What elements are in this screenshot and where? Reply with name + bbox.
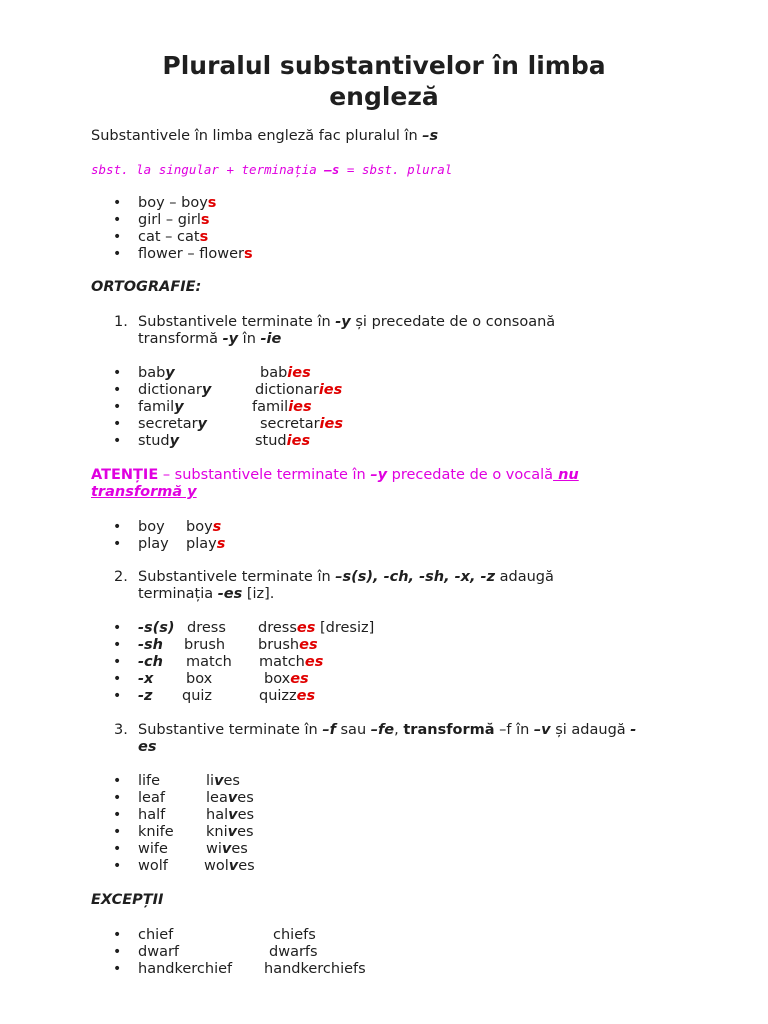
- stem: famil: [252, 399, 289, 415]
- list-item-plural: [255, 382, 342, 399]
- stem: dress: [258, 620, 297, 636]
- list-item-plural: [204, 858, 255, 875]
- list-item-plural: chiefs: [273, 927, 316, 943]
- bullet-icon: •: [113, 637, 122, 653]
- stem: bab: [138, 365, 166, 381]
- stem: dictionar: [255, 382, 319, 398]
- bullet-icon: •: [113, 365, 122, 381]
- list-item-plural: [258, 620, 374, 637]
- rule-2-text-2: terminația -es [iz].: [138, 586, 275, 602]
- list-item: [138, 195, 216, 212]
- exceptii-heading: EXCEPȚII: [91, 892, 164, 908]
- item-ending: s: [207, 195, 217, 211]
- list-item-singular: half: [138, 807, 166, 823]
- item-stem: boy – boy: [138, 195, 208, 211]
- title-line-1: Pluralul substantivelor în limba: [162, 51, 606, 80]
- stem: li: [206, 773, 215, 789]
- list-item-singular: match: [186, 654, 232, 670]
- list-item-singular: dress: [187, 620, 226, 636]
- item-ending: s: [243, 246, 253, 262]
- list-item-singular: chief: [138, 927, 174, 943]
- list-item-plural: [260, 365, 311, 382]
- changed-letter: v: [221, 841, 232, 857]
- ending: es: [223, 773, 240, 789]
- ending-label: -sh: [138, 637, 163, 653]
- ending: es: [290, 671, 309, 687]
- ending: y: [201, 382, 212, 398]
- list-item-plural: [258, 637, 318, 654]
- list-item-singular: [138, 365, 175, 382]
- changed-letter: v: [227, 790, 238, 806]
- bullet-icon: •: [113, 790, 122, 806]
- bullet-icon: •: [113, 620, 122, 636]
- list-item-singular: knife: [138, 824, 174, 840]
- list-item: [138, 212, 210, 229]
- list-item: [138, 246, 253, 263]
- stem: boy: [186, 519, 213, 535]
- list-item-plural: [206, 824, 254, 841]
- stem: bab: [260, 365, 288, 381]
- bullet-icon: •: [113, 399, 122, 415]
- ending-label: -s(s): [138, 620, 175, 636]
- ending: s: [212, 519, 222, 535]
- ending: y: [174, 399, 184, 415]
- item-stem: flower – flower: [138, 246, 244, 262]
- stem: dictionar: [138, 382, 202, 398]
- changed-letter: v: [227, 824, 238, 840]
- ending: es: [296, 620, 316, 636]
- ending-label: -x: [138, 671, 154, 687]
- bullet-icon: •: [113, 688, 122, 704]
- stem: hal: [206, 807, 229, 823]
- ending: y: [165, 365, 175, 381]
- bullet-icon: •: [113, 195, 122, 211]
- rule-2-num: 2.: [114, 569, 128, 585]
- ending: es: [299, 637, 318, 653]
- ending-label: -z: [138, 688, 153, 704]
- stem: brush: [258, 637, 300, 653]
- stem: famil: [138, 399, 175, 415]
- stem: quizz: [259, 688, 297, 704]
- item-stem: cat – cat: [138, 229, 200, 245]
- stem: stud: [138, 433, 170, 449]
- ending: ies: [318, 382, 343, 398]
- pronunciation: [dresiz]: [315, 620, 375, 636]
- list-item-plural: [255, 433, 310, 450]
- list-item-singular: quiz: [182, 688, 213, 704]
- bullet-icon: •: [113, 671, 122, 687]
- list-item-plural: [260, 416, 343, 433]
- ending: ies: [319, 416, 343, 432]
- ending: ies: [286, 433, 311, 449]
- ending: es: [237, 807, 255, 823]
- bullet-icon: •: [113, 824, 122, 840]
- ending: es: [231, 841, 248, 857]
- list-item-singular: [138, 416, 207, 433]
- list-item-plural: [264, 671, 309, 688]
- list-item-plural: [186, 519, 221, 536]
- ending: es: [237, 790, 254, 806]
- bullet-icon: •: [113, 807, 122, 823]
- stem: lea: [206, 790, 228, 806]
- ending: y: [197, 416, 207, 432]
- list-item-plural: [206, 841, 248, 858]
- list-item-plural: [206, 807, 254, 824]
- bullet-icon: •: [113, 229, 122, 245]
- intro-text: Substantivele în limba engleză fac pluralul în –s: [91, 128, 439, 144]
- list-item-singular: wolf: [138, 858, 168, 874]
- changed-letter: v: [228, 858, 239, 874]
- rule-2-text: Substantivele terminate în –s(s), -ch, -sh, -x, -z adaugă: [138, 569, 554, 585]
- bullet-icon: •: [113, 858, 122, 874]
- rule-3-text: Substantive terminate în –f sau –fe, transformă –f în –v și adaugă -: [138, 722, 637, 738]
- list-item-singular: life: [138, 773, 161, 789]
- bullet-icon: •: [113, 212, 122, 228]
- rule-1-line-1: 1.: [114, 314, 128, 330]
- list-item-plural: [259, 688, 315, 705]
- list-item-singular: play: [138, 536, 169, 552]
- title-line-2: engleză: [329, 82, 439, 111]
- list-item: [138, 229, 208, 246]
- rule-1-text: Substantivele terminate în -y și precedate de o consoană: [138, 314, 556, 330]
- ending: ies: [287, 365, 311, 381]
- list-item-plural: handkerchiefs: [264, 961, 366, 977]
- list-item-singular: box: [186, 671, 213, 687]
- atentie-note-2: transformă y: [91, 484, 197, 500]
- stem: secretar: [138, 416, 198, 432]
- ending: es: [238, 858, 255, 874]
- list-item-singular: handkerchief: [138, 961, 233, 977]
- stem: match: [259, 654, 305, 670]
- formula: sbst. la singular + terminația –s = sbst. plural: [91, 162, 453, 177]
- list-item-singular: leaf: [138, 790, 165, 806]
- list-item-plural: [186, 536, 225, 553]
- stem: secretar: [260, 416, 320, 432]
- bullet-icon: •: [113, 536, 122, 552]
- rule-1-text-2: transformă -y în -ie: [138, 331, 282, 347]
- bullet-icon: •: [113, 944, 122, 960]
- list-item-plural: [206, 790, 254, 807]
- ending: y: [169, 433, 180, 449]
- bullet-icon: •: [113, 961, 122, 977]
- bullet-icon: •: [113, 382, 122, 398]
- page-title: [0, 50, 768, 112]
- stem: wol: [204, 858, 229, 874]
- stem: wi: [206, 841, 222, 857]
- ending: es: [304, 654, 324, 670]
- list-item-singular: brush: [184, 637, 226, 653]
- bullet-icon: •: [113, 773, 122, 789]
- bullet-icon: •: [113, 416, 122, 432]
- stem: play: [186, 536, 217, 552]
- item-ending: s: [200, 212, 210, 228]
- ortografie-heading: ORTOGRAFIE:: [91, 279, 202, 295]
- bullet-icon: •: [113, 841, 122, 857]
- list-item-plural: [259, 654, 323, 671]
- rule-3-text-2: es: [138, 739, 157, 755]
- ending: s: [216, 536, 226, 552]
- bullet-icon: •: [113, 246, 122, 262]
- stem: box: [264, 671, 291, 687]
- bullet-icon: •: [113, 433, 122, 449]
- bullet-icon: •: [113, 519, 122, 535]
- list-item-singular: [138, 382, 211, 399]
- ending: es: [237, 824, 254, 840]
- list-item-plural: dwarfs: [269, 944, 318, 960]
- ending-label: -ch: [138, 654, 163, 670]
- item-ending: s: [199, 229, 209, 245]
- list-item-plural: [252, 399, 312, 416]
- changed-letter: v: [228, 807, 238, 823]
- ending: ies: [288, 399, 312, 415]
- stem: kni: [206, 824, 228, 840]
- item-stem: girl – girl: [138, 212, 201, 228]
- ending: es: [296, 688, 316, 704]
- bullet-icon: •: [113, 654, 122, 670]
- list-item-singular: [138, 433, 179, 450]
- list-item-singular: dwarf: [138, 944, 180, 960]
- changed-letter: v: [214, 773, 224, 789]
- list-item-singular: boy: [138, 519, 165, 535]
- atentie-note: ATENȚIE – substantivele terminate în –y precedate de o vocală nu: [91, 467, 579, 483]
- stem: stud: [255, 433, 287, 449]
- list-item-plural: [206, 773, 240, 790]
- bullet-icon: •: [113, 927, 122, 943]
- list-item-singular: wife: [138, 841, 168, 857]
- rule-3-num: 3.: [114, 722, 128, 738]
- list-item-singular: [138, 399, 184, 416]
